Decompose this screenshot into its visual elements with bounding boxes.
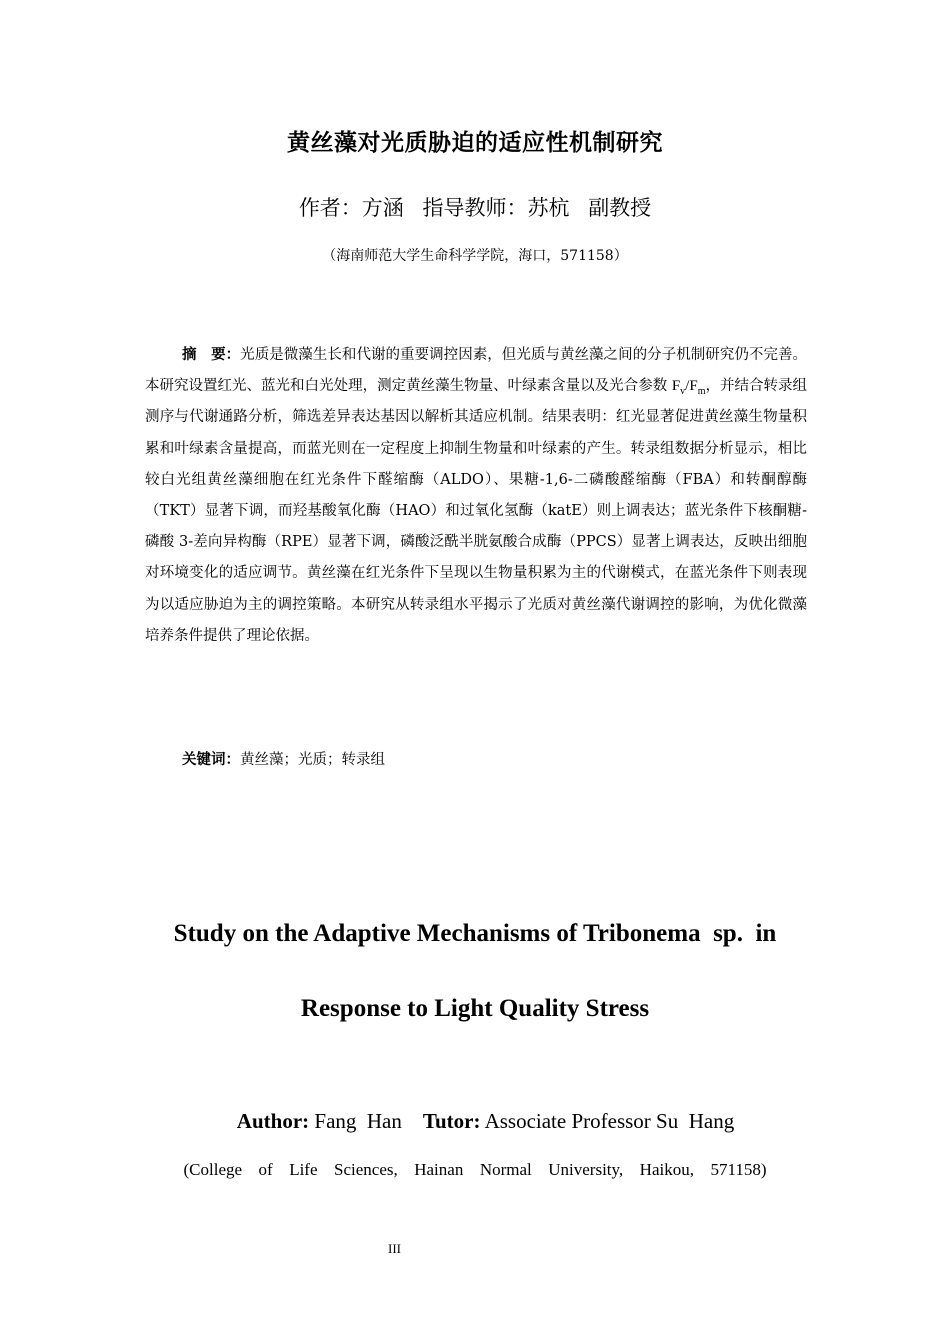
- keywords-label: 关键词：: [182, 752, 240, 768]
- chinese-author-line: [0, 192, 950, 222]
- chinese-keywords: [182, 748, 385, 769]
- chinese-tutor: 指导教师：苏杭: [422, 196, 570, 220]
- keywords-value: 黄丝藻；光质；转录组: [240, 752, 385, 768]
- english-author-label: Author:: [236, 1109, 310, 1133]
- english-title-line1: Study on the Adaptive Mechanisms of Tribonema sp. in: [173, 920, 777, 947]
- english-affiliation: (College of Life Sciences, Hainan Normal University, Haikou, 571158): [183, 1160, 767, 1179]
- chinese-affiliation: （海南师范大学生命科学学院，海口，571158）: [322, 248, 628, 264]
- english-title-line2: Response to Light Quality Stress: [300, 995, 650, 1022]
- fv-symbol: $F_v/F_m$: [671, 378, 706, 398]
- chinese-abstract: [145, 340, 807, 652]
- english-author-line: [0, 1084, 950, 1159]
- abstract-paragraph: [145, 340, 807, 652]
- chinese-title: 黄丝藻对光质胁迫的适应性机制研究: [287, 130, 663, 156]
- english-author-name: Fang Han: [314, 1109, 402, 1133]
- chinese-tutor-rank: 副教授: [588, 196, 652, 220]
- abstract-label: 摘 要：: [182, 347, 241, 363]
- english-tutor-label: Tutor:: [422, 1109, 481, 1133]
- abstract-text-part1: 光质是微藻生长和代谢的重要调控因素，但光质与黄丝藻之间的分子机制研究仍不完善。本研究设置红光、蓝光和白光处理，测定黄丝藻生物量、叶绿素含量以及光合参数: [145, 347, 808, 395]
- page-number: III: [388, 1241, 401, 1256]
- chinese-author: 作者：方涵: [298, 196, 404, 220]
- english-tutor-name: Associate Professor Su Hang: [484, 1109, 735, 1133]
- abstract-text-part2: ，并结合转录组测序与代谢通路分析，筛选差异表达基因以解析其适应机制。结果表明：红光显著促进黄丝藻生物量积累和叶绿素含量提高，而蓝光则在一定程度上抑制生物量和叶绿素的产生。转录组数据分析显示，相比较白光组黄丝藻细胞在红光条件下醛缩酶（ALDO）、果糖-1,6-二磷酸醛缩酶（FBA）和转酮醇酶（TKT）显著下调，而羟基酸氧化酶（HAO）和过氧化氢酶（katE）则上调表达；蓝光条件下核酮糖-磷酸 3-差向异构酶（RPE）显著下调，磷酸泛酰半胱氨酸合成酶（PPCS）显著上调表达，反映出细胞对环境变化的适应调节。黄丝藻在红光条件下呈现以生物量积累为主的代谢模式，在蓝光条件下则表现为以适应胁迫为主的调控策略。本研究从转录组水平揭示了光质对黄丝藻代谢调控的影响，为优化微藻培养条件提供了理论依据。: [145, 378, 808, 644]
